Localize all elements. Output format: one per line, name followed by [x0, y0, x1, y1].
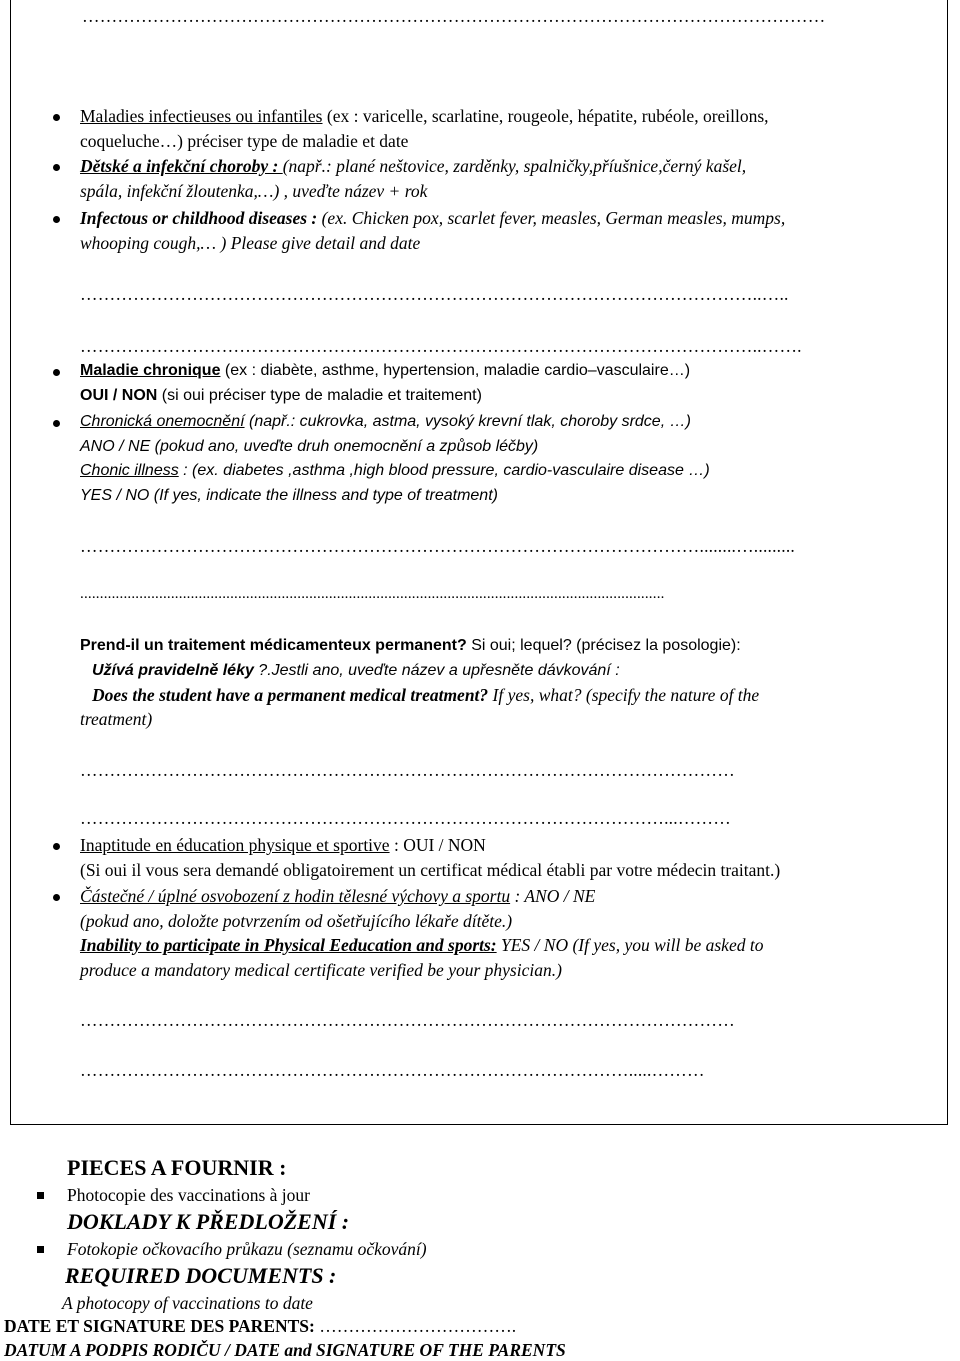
- bullet-icon: [53, 114, 60, 121]
- treatment-en-question: Does the student have a permanent medical treatment?: [92, 685, 489, 705]
- infectious-fr-cont: coqueluche…) préciser type de maladie et date: [80, 131, 409, 151]
- pe-en-title: Inability to participate in Physical Eeducation and sports:: [80, 935, 497, 955]
- treatment-cz-question: Užívá pravidelně léky: [92, 662, 254, 679]
- infectious-en-rest: (ex. Chicken pox, scarlet fever, measles, German measles, mumps,: [317, 208, 786, 228]
- signature-cz-en: DATUM A PODPIS RODIČU / DATE and SIGNATURE OF THE PARENTS: [4, 1340, 566, 1360]
- pe-cz: [80, 884, 595, 908]
- pe-en: [80, 933, 763, 957]
- dotted-line: ………………………………………………………………………………………………………………: [82, 6, 826, 26]
- answer-line-treatment-1: …………………………………………………………………………………………………: [80, 760, 735, 780]
- documents-en-item: A photocopy of vaccinations to date: [62, 1293, 313, 1313]
- chronic-en-yesno: YES / NO (If yes, indicate the illness and type of treatment): [80, 487, 498, 504]
- documents-en-heading: REQUIRED DOCUMENTS :: [65, 1263, 337, 1288]
- treatment-en: [92, 683, 759, 707]
- infectious-en: [80, 206, 785, 230]
- documents-fr-item: Photocopie des vaccinations à jour: [67, 1185, 310, 1205]
- infectious-fr-rest: (ex : varicelle, scarlatine, rougeole, hépatite, rubéole, oreillons,: [322, 106, 769, 126]
- chronic-fr-yesno-line: [80, 384, 482, 408]
- documents-fr-heading: PIECES A FOURNIR :: [67, 1155, 287, 1180]
- chronic-fr-rest: (ex : diabète, asthme, hypertension, maladie cardio–vasculaire…): [220, 362, 691, 379]
- chronic-fr: [80, 359, 690, 383]
- chronic-fr-yesno-rest: (si oui préciser type de maladie et traitement): [157, 387, 482, 404]
- documents-cz-heading: DOKLADY K PŘEDLOŽENÍ :: [67, 1209, 350, 1234]
- treatment-cz-rest: ?.Jestli ano, uveďte název a upřesněte dávkování :: [253, 662, 620, 679]
- infectious-en-cont: whooping cough,… ) Please give detail and date: [80, 233, 421, 253]
- chronic-en: [80, 459, 710, 483]
- pe-fr-note: (Si oui il vous sera demandé obligatoirement un certificat médical établi par votre médecin traitant.): [80, 860, 781, 880]
- treatment-en-rest: If yes, what? (specify the nature of the: [488, 685, 760, 705]
- chronic-cz: [80, 410, 691, 434]
- infectious-en-title: Infectous or childhood diseases :: [80, 208, 318, 228]
- answer-line-treatment-2: ………………………………………………………………………………………...………: [80, 808, 731, 828]
- pe-en-cont: produce a mandatory medical certificate verified be your physician.): [80, 960, 562, 980]
- infectious-cz-title: Dětské a infekční choroby :: [80, 156, 283, 176]
- pe-en-rest: YES / NO (If yes, you will be asked to: [496, 935, 764, 955]
- infectious-cz: [80, 154, 746, 178]
- bullet-icon: [53, 420, 60, 427]
- bullet-icon: [53, 216, 60, 223]
- infectious-fr-title: Maladies infectieuses ou infantiles: [80, 106, 323, 126]
- treatment-cz: [92, 659, 620, 683]
- bullet-icon: [53, 894, 60, 901]
- chronic-cz-rest: (např.: cukrovka, astma, vysoký krevní tlak, choroby srdce, …): [244, 413, 691, 430]
- infectious-cz-cont: spála, infekční žloutenka,…) , uveďte název + rok: [80, 181, 428, 201]
- chronic-en-rest: : (ex. diabetes ,asthma ,high blood pressure, cardio-vasculaire disease …): [178, 462, 710, 479]
- pe-fr: [80, 833, 486, 857]
- pe-fr-yesno: : OUI / NON: [389, 835, 486, 855]
- answer-line-infectious-1: ……………………………………………………………………………………………………..…..: [80, 284, 789, 304]
- infectious-cz-rest: (např.: plané neštovice, zarděnky, spalničky,příušnice,černý kašel,: [282, 156, 747, 176]
- signature-dots: …………………………….: [319, 1316, 517, 1336]
- chronic-fr-title: Maladie chronique: [80, 362, 221, 379]
- pe-fr-title: Inaptitude en éducation physique et sportive: [80, 835, 390, 855]
- answer-line-infectious-2: ……………………………………………………………………………………………………..…….: [80, 336, 802, 356]
- bullet-icon: [53, 164, 60, 171]
- pe-cz-note: (pokud ano, doložte potvrzením od ošetřujícího lékaře dítěte.): [80, 911, 513, 931]
- bullet-icon: [53, 843, 60, 850]
- infectious-fr: [80, 104, 769, 128]
- signature-fr-label: DATE ET SIGNATURE DES PARENTS:: [4, 1316, 320, 1336]
- pe-cz-title: Částečné / úplné osvobození z hodin tělesné výchovy a sportu: [80, 886, 511, 906]
- square-bullet-icon: [37, 1246, 44, 1253]
- chronic-cz-yesno: ANO / NE (pokud ano, uveďte druh onemocnění a způsob léčby): [80, 438, 539, 455]
- chronic-fr-yesno: OUI / NON: [80, 387, 158, 404]
- bullet-icon: [53, 369, 60, 376]
- treatment-fr-question: Prend-il un traitement médicamenteux permanent?: [80, 637, 467, 654]
- treatment-en-cont: treatment): [80, 709, 153, 729]
- documents-cz-item: Fotokopie očkovacího průkazu (seznamu očkování): [67, 1239, 427, 1259]
- treatment-fr: [80, 634, 741, 658]
- answer-line-chronic-1: ……………………………………………………………………………………………........….........: [80, 536, 795, 556]
- treatment-fr-rest: Si oui; lequel? (précisez la posologie):: [466, 637, 741, 654]
- answer-line-pe-2: ………………………………………………………………………………….....………: [80, 1060, 705, 1080]
- chronic-en-title: Chonic illness: [80, 462, 179, 479]
- pe-cz-yesno: : ANO / NE: [510, 886, 596, 906]
- answer-line-pe-1: …………………………………………………………………………………………………: [80, 1010, 735, 1030]
- answer-line-chronic-2: ....................................................................................................................................................: [80, 586, 665, 602]
- chronic-cz-title: Chronická onemocnění: [80, 413, 245, 430]
- square-bullet-icon: [37, 1192, 44, 1199]
- signature-fr: [4, 1316, 516, 1337]
